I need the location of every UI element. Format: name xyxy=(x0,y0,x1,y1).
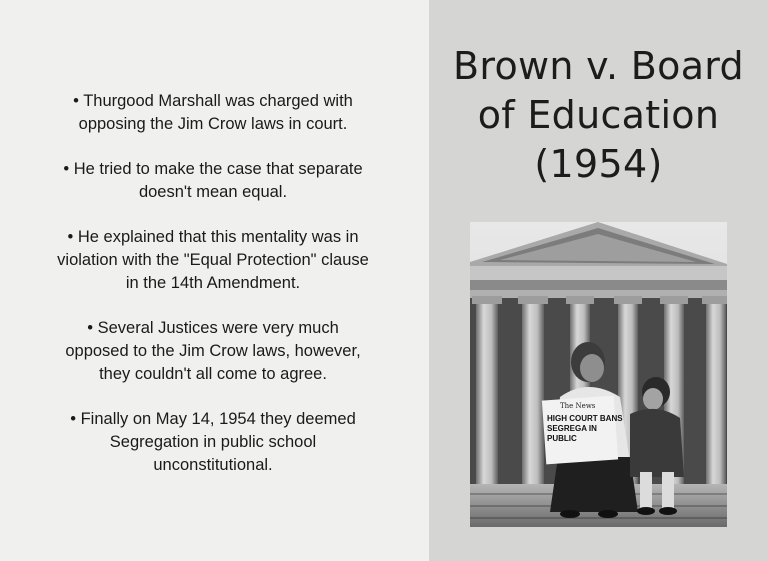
bullet-item: • Several Justices were very much opposed to the Jim Crow laws, however, they couldn't all come to agree. xyxy=(65,319,361,383)
bullet-list xyxy=(30,90,396,499)
slide-title xyxy=(429,42,768,189)
bullet-item: • Thurgood Marshall was charged with opposing the Jim Crow laws in court. xyxy=(73,92,353,133)
supreme-court-photo xyxy=(470,222,727,527)
title-line: of Education xyxy=(477,93,720,137)
newspaper-headline: PUBLIC xyxy=(547,434,577,443)
bullet-item: • He explained that this mentality was in violation with the "Equal Protection" clause in the 14th Amendment. xyxy=(57,228,369,292)
title-line: (1954) xyxy=(534,142,663,186)
title-line: Brown v. Board xyxy=(453,44,744,88)
newspaper-headline: HIGH COURT BANS xyxy=(547,414,623,423)
newspaper-headline: SEGREGA IN xyxy=(547,424,597,433)
bullet-item: • Finally on May 14, 1954 they deemed Segregation in public school unconstitutional. xyxy=(70,410,356,474)
title-panel xyxy=(429,0,768,561)
newspaper-masthead: The News xyxy=(560,402,596,410)
bullet-item: • He tried to make the case that separate doesn't mean equal. xyxy=(63,160,363,201)
